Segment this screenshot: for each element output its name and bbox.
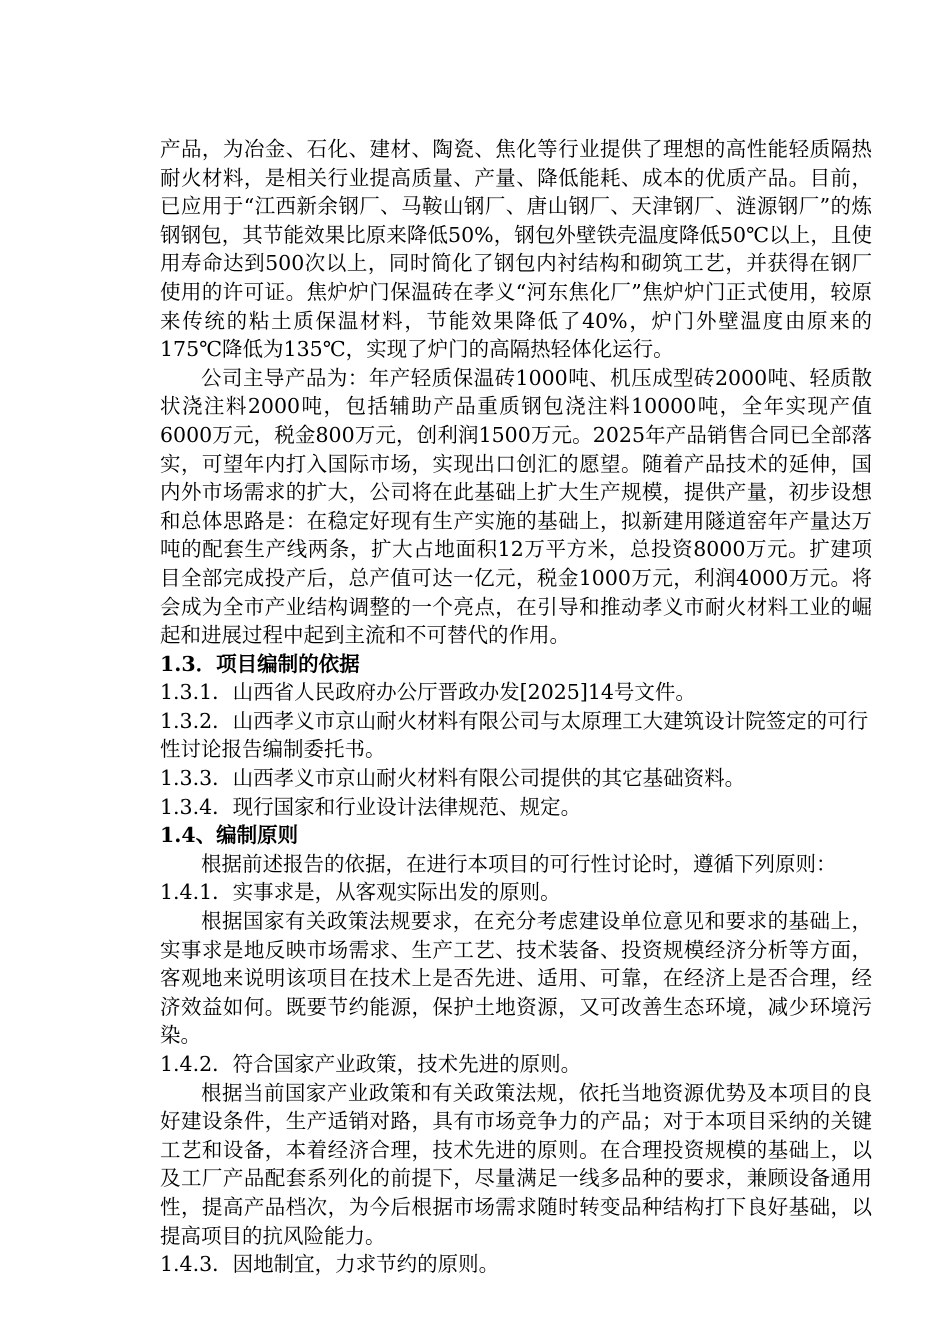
- section-heading: 1.3．项目编制的依据: [160, 651, 360, 676]
- list-item: 1.4.1．实事求是，从客观实际出发的原则。: [160, 880, 561, 905]
- document-page: [160, 135, 872, 1279]
- list-item: 1.4.3．因地制宜，力求节约的原则。: [160, 1252, 500, 1277]
- body-paragraph: 公司主导产品为：年产轻质保温砖1000吨、机压成型砖2000吨、轻质散状浇注料2000吨，包括辅助产品重质钢包浇注料10000吨，全年实现产值6000万元，税金800万元，创利润1500万元。2025年产品销售合同已全部落实，可望年内打入国际市场，实现出口创汇的愿望。随着产品技术的延伸，国内外市场需求的扩大，公司将在此基础上扩大生产规模，提供产量，初步设想和总体思路是：在稳定好现有生产实施的基础上，拟新建用隧道窑年产量达万吨的配套生产线两条，扩大占地面积12万平方米，总投资8000万元。扩建项目全部完成投产后，总产值可达一亿元，税金1000万元，利润4000万元。将会成为全市产业结构调整的一个亮点，在引导和推动孝义市耐火材料工业的崛起和进展过程中起到主流和不可替代的作用。: [160, 365, 872, 648]
- body-paragraph: 根据前述报告的依据，在进行本项目的可行性讨论时，遵循下列原则：: [201, 851, 837, 876]
- list-item: 1.3.3．山西孝义市京山耐火材料有限公司提供的其它基础资料。: [160, 766, 746, 791]
- list-item: 1.3.2．山西孝义市京山耐火材料有限公司与太原理工大建筑设计院签定的可行性讨论报告编制委托书。: [160, 708, 869, 762]
- body-paragraph: 根据国家有关政策法规要求，在充分考虑建设单位意见和要求的基础上，实事求是地反映市场需求、生产工艺、技术装备、投资规模经济分析等方面，客观地来说明该项目在技术上是否先进、适用、可靠，在经济上是否合理，经济效益如何。既要节约能源，保护土地资源，又可改善生态环境，减少环境污染。: [160, 909, 872, 1048]
- body-paragraph: 根据当前国家产业政策和有关政策法规，依托当地资源优势及本项目的良好建设条件，生产适销对路，具有市场竞争力的产品；对于本项目采纳的关键工艺和设备，本着经济合理，技术先进的原则。在合理投资规模的基础上，以及工厂产品配套系列化的前提下，尽量满足一线多品种的要求，兼顾设备通用性，提高产品档次，为今后根据市场需求随时转变品种结构打下良好基础，以提高项目的抗风险能力。: [160, 1080, 872, 1248]
- body-paragraph: 产品，为冶金、石化、建材、陶瓷、焦化等行业提供了理想的高性能轻质隔热耐火材料，是相关行业提高质量、产量、降低能耗、成本的优质产品。目前，已应用于“江西新余钢厂、马鞍山钢厂、唐山钢厂、天津钢厂、涟源钢厂”的炼钢钢包，其节能效果比原来降低50%，钢包外壁铁壳温度降低50℃以上，且使用寿命达到500次以上，同时简化了钢包内衬结构和砌筑工艺，并获得在钢厂使用的许可证。焦炉炉门保温砖在孝义“河东焦化厂”焦炉炉门正式使用，较原来传统的粘土质保温材料，节能效果降低了40%，炉门外壁温度由原来的175℃降低为135℃，实现了炉门的高隔热轻体化运行。: [160, 137, 872, 362]
- section-heading: 1.4、编制原则: [160, 823, 299, 848]
- list-item: 1.3.4．现行国家和行业设计法律规范、规定。: [160, 794, 582, 819]
- list-item: 1.3.1．山西省人民政府办公厅晋政办发[2025]14号文件。: [160, 680, 696, 705]
- list-item: 1.4.2．符合国家产业政策，技术先进的原则。: [160, 1052, 582, 1076]
